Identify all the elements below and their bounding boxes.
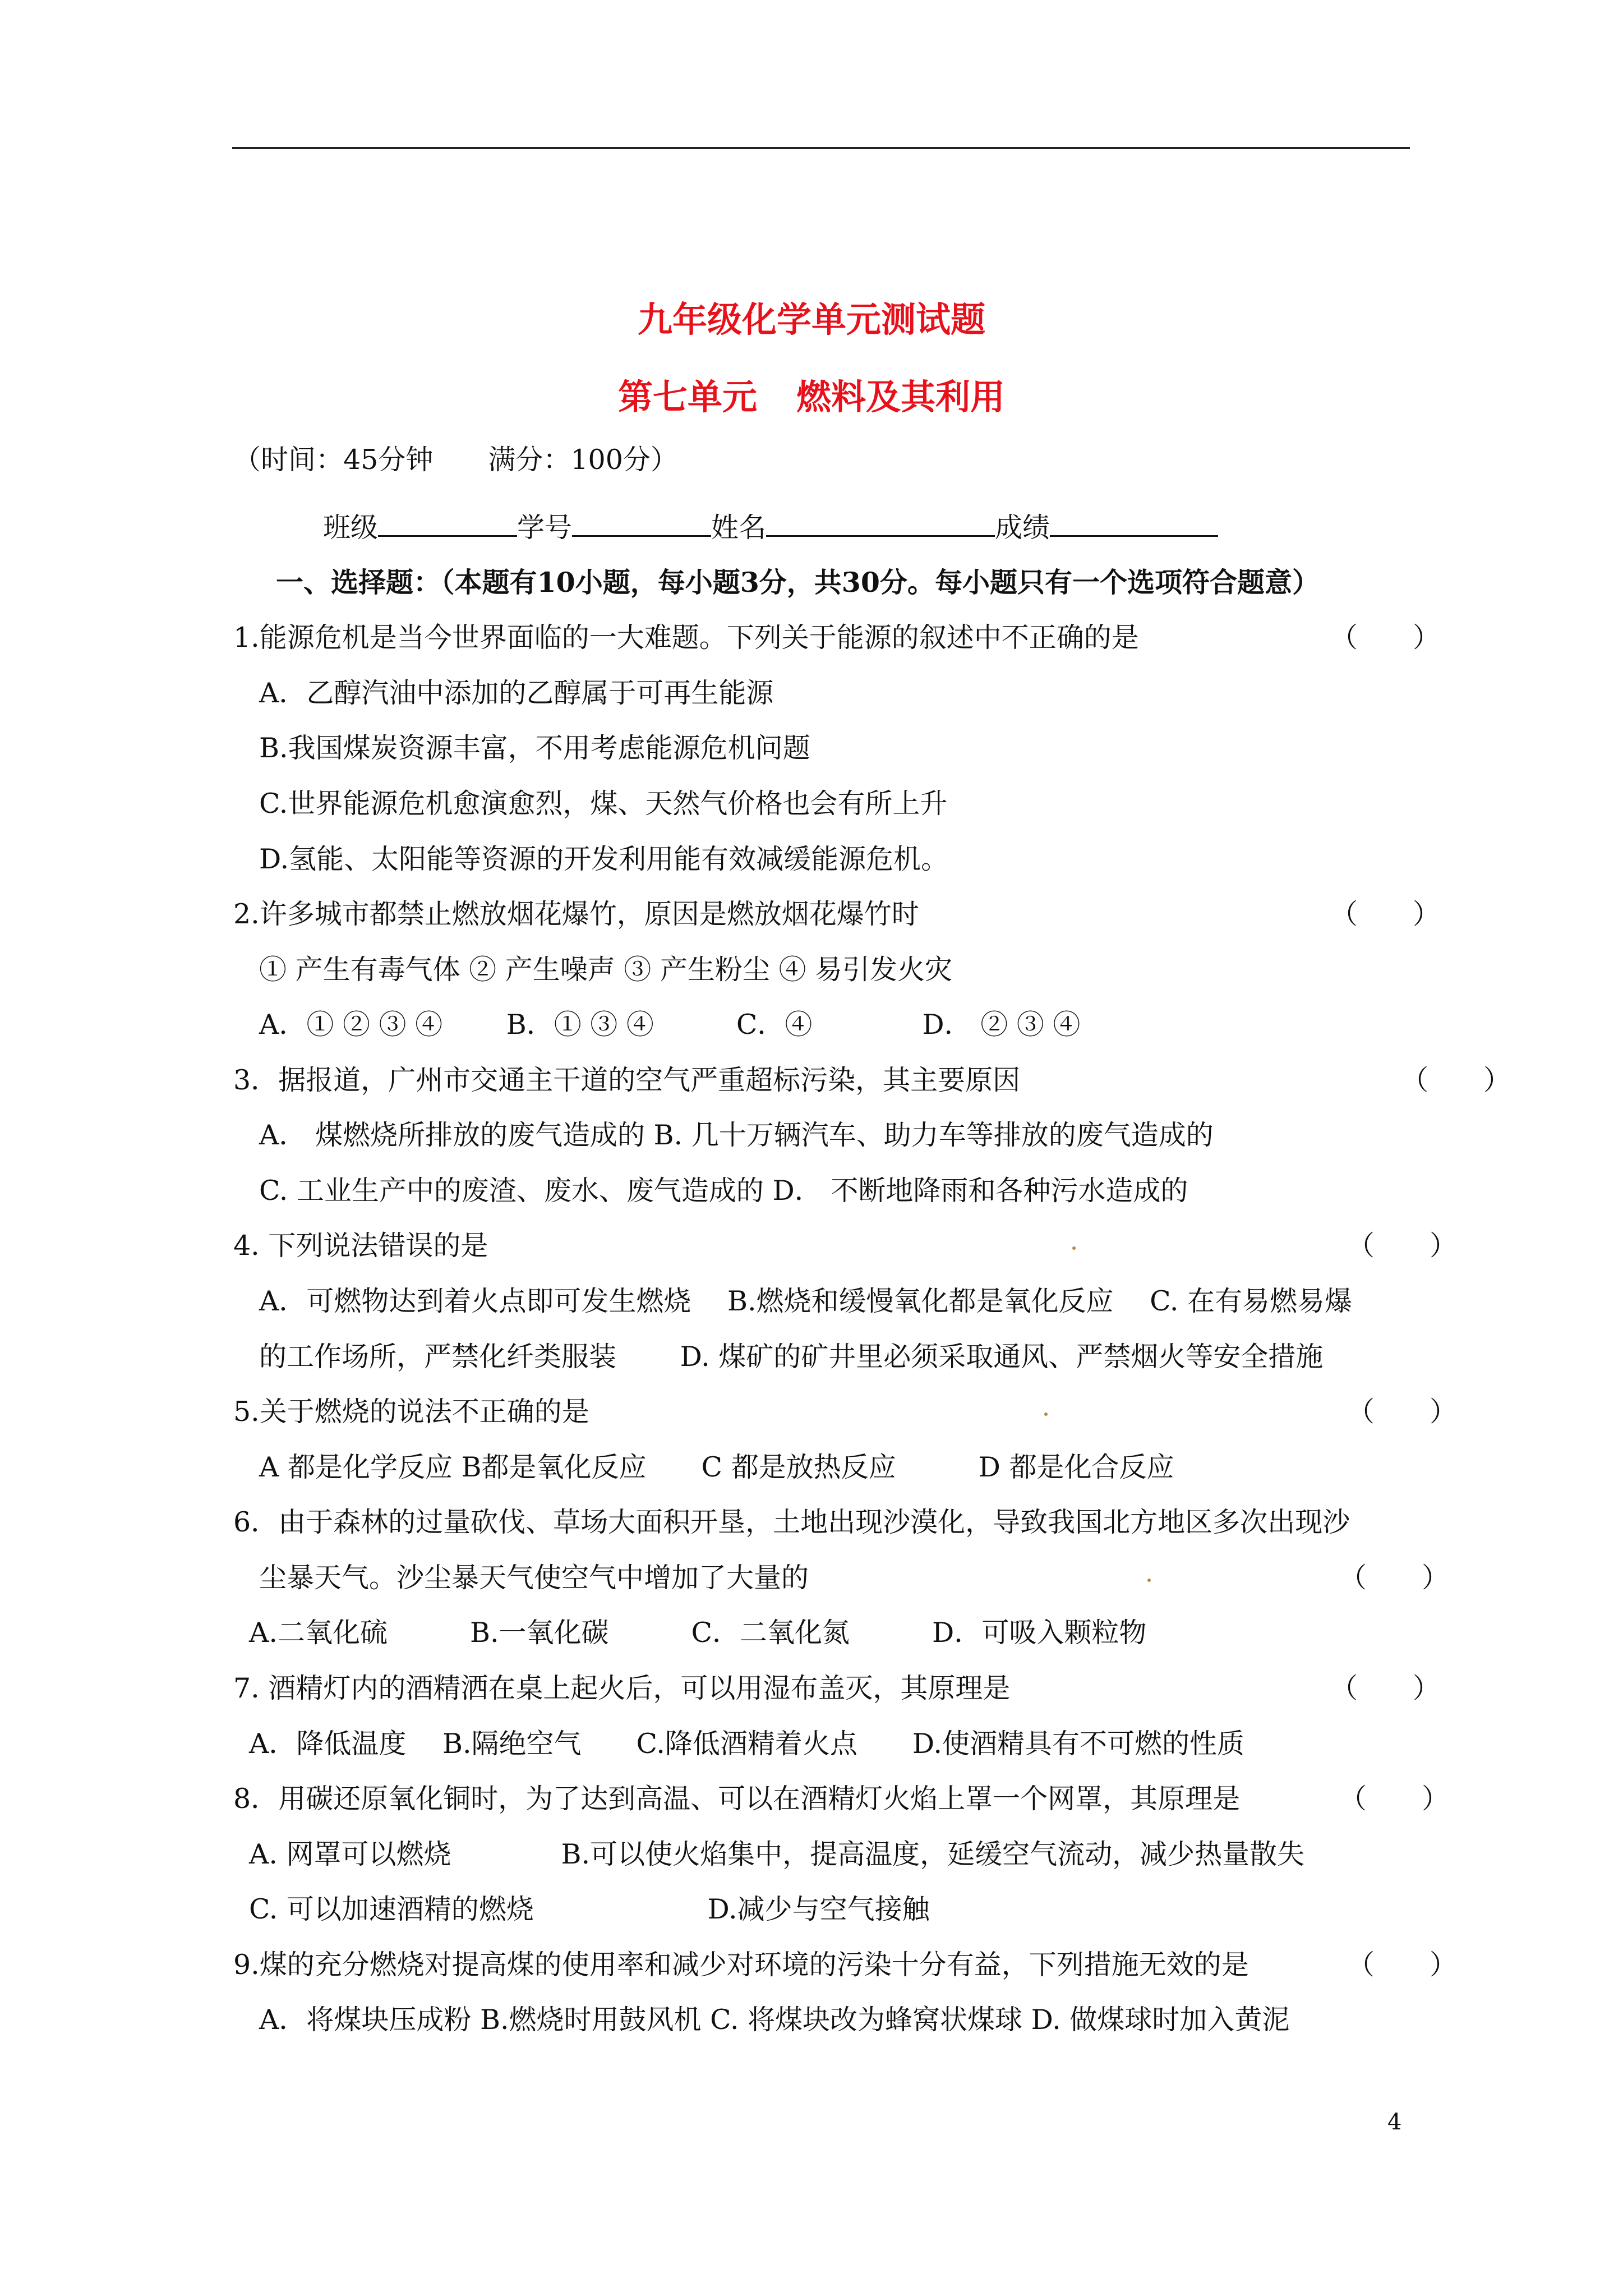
- unit-subtitle: [0, 369, 1623, 419]
- unit-number: 第七单元: [617, 376, 757, 417]
- class-label: 班级: [323, 512, 379, 544]
- speck-mark: [1072, 1246, 1076, 1250]
- question-2-conditions: ① 产生有毒气体 ② 产生噪声 ③ 产生粉尘 ④ 易引发火灾: [259, 954, 953, 986]
- question-4-stem: 4. 下列说法错误的是: [233, 1230, 488, 1262]
- question-1-option-b: B.我国煤炭资源丰富，不用考虑能源危机问题: [259, 732, 810, 764]
- question-9-answer-paren[interactable]: （ ）: [1347, 1949, 1458, 1981]
- student-info-row: [323, 509, 1218, 545]
- question-3-options-ab: A． 煤燃烧所排放的废气造成的 B. 几十万辆汽车、助力车等排放的废气造成的: [259, 1119, 1214, 1151]
- question-8-options-cd: C. 可以加速酒精的燃烧 D.减少与空气接触: [249, 1893, 930, 1925]
- page-number: 4: [1387, 2109, 1402, 2135]
- student-number-blank[interactable]: [572, 509, 711, 537]
- question-5-stem: 5.关于燃烧的说法不正确的是: [233, 1396, 589, 1428]
- question-4-answer-paren[interactable]: （ ）: [1347, 1230, 1458, 1262]
- speck-mark: [1044, 1412, 1048, 1416]
- class-blank[interactable]: [378, 509, 517, 537]
- unit-topic: 燃料及其利用: [796, 376, 1006, 417]
- question-6-stem: 6．由于森林的过量砍伐、草场大面积开垦，土地出现沙漠化，导致我国北方地区多次出现沙: [233, 1506, 1350, 1538]
- question-9-stem: 9.煤的充分燃烧对提高煤的使用率和减少对环境的污染十分有益，下列措施无效的是: [233, 1949, 1249, 1981]
- question-5-options: A 都是化学反应 B都是氧化反应 C 都是放热反应 D 都是化合反应: [259, 1451, 1174, 1483]
- question-1-option-a: A．乙醇汽油中添加的乙醇属于可再生能源: [259, 677, 774, 709]
- section-heading: 一、选择题：（本题有10小题，每小题3分，共30分。每小题只有一个选项符合题意）: [276, 566, 1320, 599]
- score-label: 成绩: [995, 512, 1050, 544]
- question-7-stem: 7. 酒精灯内的酒精洒在桌上起火后，可以用湿布盖灭，其原理是: [233, 1672, 1011, 1704]
- question-3-stem: 3．据报道，广州市交通主干道的空气严重超标污染，其主要原因: [233, 1064, 1021, 1096]
- question-7-options: A．降低温度 B.隔绝空气 C.降低酒精着火点 D.使酒精具有不可燃的性质: [249, 1728, 1244, 1760]
- question-6-answer-paren[interactable]: （ ）: [1339, 1562, 1450, 1594]
- question-5-answer-paren[interactable]: （ ）: [1347, 1396, 1458, 1428]
- question-2-answer-paren[interactable]: （ ）: [1330, 898, 1441, 930]
- question-8-stem: 8．用碳还原氧化铜时，为了达到高温、可以在酒精灯火焰上罩一个网罩，其原理是: [233, 1783, 1241, 1815]
- question-8-answer-paren[interactable]: （ ）: [1339, 1783, 1450, 1815]
- score-blank[interactable]: [1050, 509, 1218, 537]
- time-info: （时间：45分钟 满分：100分）: [233, 444, 678, 476]
- header-rule: [232, 147, 1410, 149]
- question-6-stem-continued: 尘暴天气。沙尘暴天气使空气中增加了大量的: [259, 1562, 809, 1594]
- question-1-answer-paren[interactable]: （ ）: [1330, 622, 1441, 654]
- question-2-stem: 2.许多城市都禁止燃放烟花爆竹，原因是燃放烟花爆竹时: [233, 898, 919, 930]
- question-7-answer-paren[interactable]: （ ）: [1330, 1672, 1441, 1704]
- question-4-options-line1: A．可燃物达到着火点即可发生燃烧 B.燃烧和缓慢氧化都是氧化反应 C. 在有易燃易爆: [259, 1285, 1353, 1317]
- question-1-option-d: D.氢能、太阳能等资源的开发利用能有效减缓能源危机。: [259, 843, 949, 875]
- question-3-options-cd: C. 工业生产中的废渣、废水、废气造成的 D． 不断地降雨和各种污水造成的: [259, 1175, 1188, 1207]
- name-label: 姓名: [711, 512, 767, 544]
- page-title: 九年级化学单元测试题: [637, 299, 985, 340]
- student-number-label: 学号: [517, 512, 573, 544]
- question-1-option-c: C.世界能源危机愈演愈烈，煤、天然气价格也会有所上升: [259, 788, 948, 820]
- question-4-options-line2: 的工作场所，严禁化纤类服装 D. 煤矿的矿井里必须采取通风、严禁烟火等安全措施: [259, 1341, 1324, 1373]
- name-blank[interactable]: [766, 509, 995, 537]
- question-1-stem: 1.能源危机是当今世界面临的一大难题。下列关于能源的叙述中不正确的是: [233, 622, 1139, 654]
- question-9-options: A．将煤块压成粉 B.燃烧时用鼓风机 C. 将煤块改为蜂窝状煤球 D. 做煤球时加入黄泥: [259, 2004, 1290, 2036]
- question-2-options: A．① ② ③ ④ B．① ③ ④ C．④ D． ② ③ ④: [259, 1009, 1081, 1041]
- question-6-options: A.二氧化硫 B.一氧化碳 C．二氧化氮 D．可吸入颗粒物: [249, 1617, 1147, 1649]
- question-8-options-ab: A. 网罩可以燃烧 B.可以使火焰集中，提高温度，延缓空气流动，减少热量散失: [249, 1838, 1305, 1870]
- speck-mark: [1147, 1579, 1151, 1582]
- question-3-answer-paren[interactable]: （ ）: [1401, 1064, 1511, 1096]
